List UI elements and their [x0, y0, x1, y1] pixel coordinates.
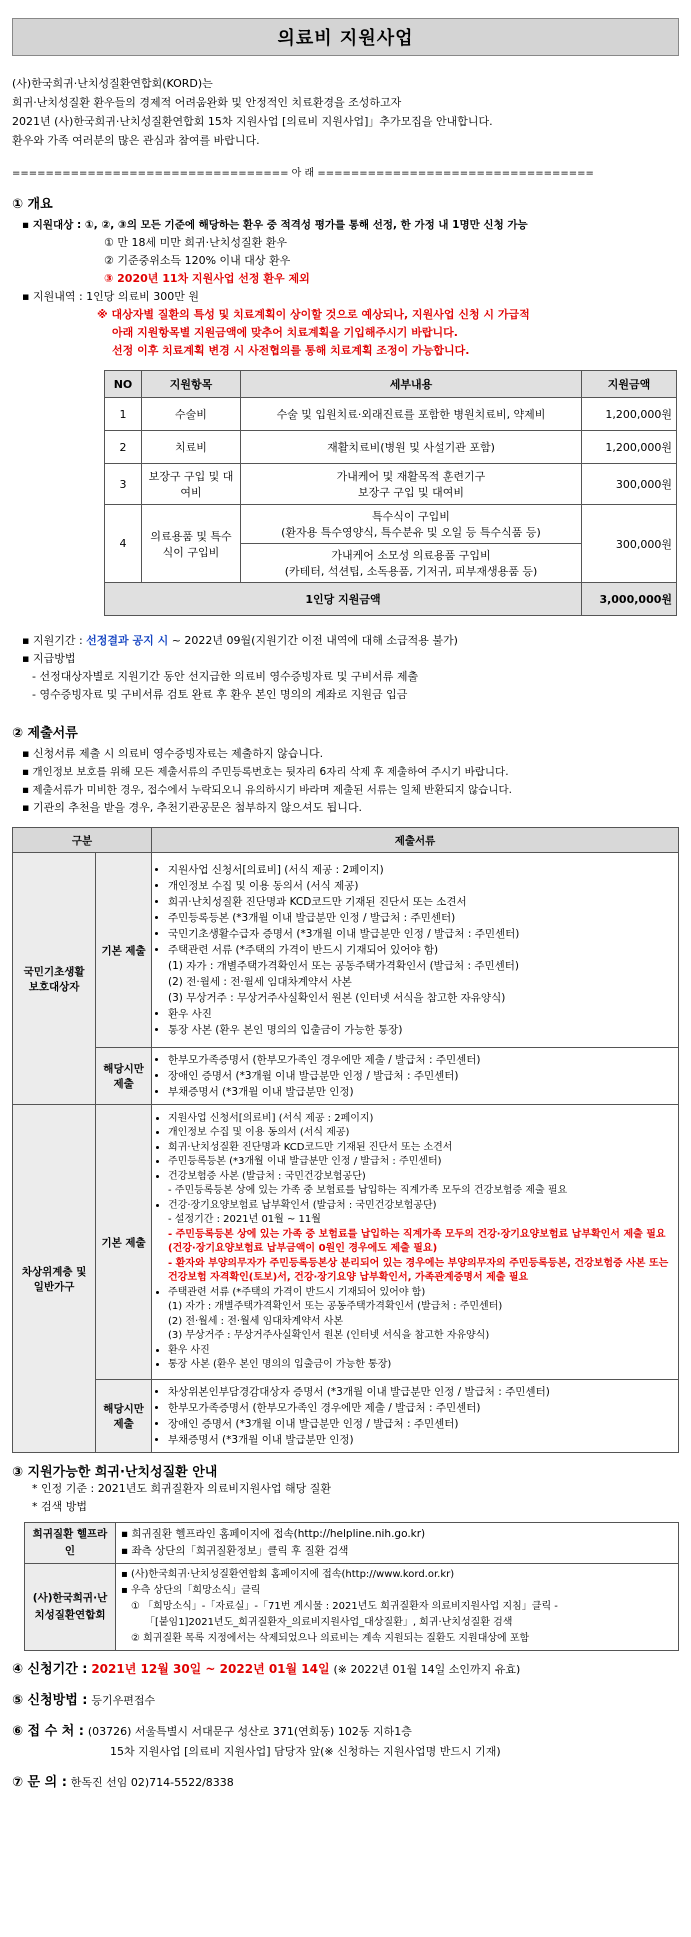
- cell: 1,200,000원: [582, 431, 677, 464]
- method-line: ▪ 지급방법: [22, 652, 76, 665]
- doc-item: • 개인정보 수집 및 이용 동의서 (서식 제공): [168, 1126, 674, 1141]
- search-table: [24, 1522, 679, 1651]
- col-category: 구분: [13, 828, 152, 853]
- docs-cell: [152, 853, 679, 1048]
- apply-period-note: (※ 2022년 01월 14일 소인까지 유효): [333, 1663, 521, 1676]
- document: [12, 0, 679, 1793]
- col-no: NO: [105, 371, 142, 398]
- intro: [12, 74, 679, 150]
- reception: [12, 1721, 679, 1742]
- detail-line: (환자용 특수영양식, 특수분유 및 오일 등 특수식품 등): [281, 526, 541, 539]
- docs-cell: [152, 1048, 679, 1105]
- doc-item: • 국민기초생활수급자 증명서 (*3개월 이내 발급분만 인정 / 발급처 : 주민센터): [168, 926, 674, 942]
- criterion-2: ② 기준중위소득 120% 이내 대상 환우: [104, 254, 291, 267]
- doc-item: (1) 자가 : 개별주택가격확인서 또는 공동주택가격확인서 (발급처 : 주민센터): [168, 1301, 503, 1312]
- doc-item: • 한부모가족증명서 (한부모가족인 경우에만 제출 / 발급처 : 주민센터): [168, 1400, 674, 1416]
- detail-line: 특수식이 구입비: [372, 510, 450, 523]
- period-label: ▪ 지원기간 :: [22, 634, 87, 647]
- doc-item: • 차상위본인부담경감대상자 증명서 (*3개월 이내 발급분만 인정 / 발급처 : 주민센터): [168, 1384, 674, 1400]
- group-label: 차상위계층 및 일반가구: [13, 1105, 96, 1453]
- search-step: 「[붙임1]2021년도_희귀질환자_의료비지원사업_대상질환」, 희귀·난치성질환 검색: [145, 1617, 513, 1628]
- doc-item: • 건강·장기요양보험료 납부확인서 (발급처 : 국민건강보험공단): [168, 1199, 674, 1214]
- row-content: [116, 1564, 679, 1651]
- detail-line: 가내케어 및 재활목적 훈련기구: [336, 470, 486, 483]
- cell: 300,000원: [582, 505, 677, 583]
- doc-item: • 건강보험증 사본 (발급처 : 국민건강보험공단): [168, 1170, 674, 1185]
- detail-line: 가내케어 소모성 의료용품 구입비: [331, 549, 491, 562]
- period-start: 선정결과 공지 시: [86, 634, 169, 647]
- doc-note: ▪ 제출서류가 미비한 경우, 접수에서 누락되오니 유의하시기 바라며 제출된 서류는 일체 반환되지 않습니다.: [22, 784, 512, 796]
- reception-label: ⑥ 접 수 처 :: [12, 1724, 84, 1739]
- cell: 의료용품 및 특수식이 구입비: [142, 505, 241, 583]
- doc-item: - 설정기간 : 2021년 01월 ~ 11월: [168, 1214, 321, 1225]
- doc-item: • 환우 사진: [168, 1344, 674, 1359]
- section-documents-heading: ② 제출서류: [12, 726, 78, 741]
- table-row: [13, 1048, 679, 1105]
- divider: ================================= 아 래 =================================: [12, 168, 594, 179]
- doc-item: • 희귀·난치성질환 진단명과 KCD코드만 기재된 진단서 또는 소견서: [168, 894, 674, 910]
- contact-value: 한독진 선임 02)714-5522/8338: [70, 1776, 234, 1789]
- criterion-3: ③ 2020년 11차 지원사업 선정 환우 제외: [104, 272, 310, 285]
- col-amount: 지원금액: [582, 371, 677, 398]
- note-line: ※ 대상자별 질환의 특성 및 치료계획이 상이할 것으로 예상되나, 지원사업 신청 시 가급적: [97, 308, 530, 321]
- doc-item: • 환우 사진: [168, 1006, 674, 1022]
- cell: 300,000원: [582, 464, 677, 505]
- support-table: [104, 370, 677, 616]
- content-line: ▪ 지원내역 : 1인당 의료비 300만 원: [22, 290, 200, 303]
- doc-item: • 지원사업 신청서[의료비] (서식 제공 : 2페이지): [168, 862, 674, 878]
- extra-label: 해당시만 제출: [96, 1380, 152, 1453]
- table-row: [105, 431, 677, 464]
- doc-note: ▪ 신청서류 제출 시 의료비 영수증빙자료는 제출하지 않습니다.: [22, 747, 324, 760]
- cell: [241, 505, 582, 544]
- doc-item: • 부채증명서 (*3개월 이내 발급분만 인정): [168, 1432, 674, 1448]
- total-amount: 3,000,000원: [582, 583, 677, 616]
- apply-period: [12, 1659, 679, 1680]
- apply-period-value: 2021년 12월 30일 ~ 2022년 01월 14일: [91, 1662, 330, 1676]
- search-step: ① 「희망소식」-「자료실」-「71번 게시물 : 2021년도 희귀질환자 의료비지원사업 지침」클릭 -: [131, 1601, 558, 1612]
- row-content: [116, 1523, 679, 1564]
- criterion-1: ① 만 18세 미만 희귀·난치성질환 환우: [104, 236, 287, 249]
- apply-period-label: ④ 신청기간 :: [12, 1662, 88, 1677]
- intro-line: 희귀·난치성질환 환우들의 경제적 어려움완화 및 안정적인 치료환경을 조성하고자: [12, 96, 402, 109]
- row-label: 희귀질환 헬프라인: [25, 1523, 116, 1564]
- cell: [241, 464, 582, 505]
- cell: [241, 544, 582, 583]
- doc-item: • 주택관련 서류 (*주택의 가격이 반드시 기재되어 있어야 함): [168, 1286, 674, 1301]
- table-total-row: [105, 583, 677, 616]
- col-item: 지원항목: [142, 371, 241, 398]
- apply-method-value: 등기우편접수: [91, 1694, 156, 1707]
- doc-item: • 주택관련 서류 (*주택의 가격이 반드시 기재되어 있어야 함): [168, 942, 674, 958]
- doc-item: • 주민등록등본 (*3개월 이내 발급분만 인정 / 발급처 : 주민센터): [168, 1155, 674, 1170]
- apply-method-label: ⑤ 신청방법 :: [12, 1693, 88, 1708]
- col-documents: 제출서류: [152, 828, 679, 853]
- doc-item: (2) 전·월세 : 전·월세 임대차계약서 사본: [168, 976, 352, 988]
- table-row: [13, 853, 679, 1048]
- period-line: [12, 632, 679, 650]
- note-line: 선정 이후 치료계획 변경 시 사전협의를 통해 치료계획 조정이 가능합니다.: [112, 344, 470, 357]
- reception-address: (03726) 서울특별시 서대문구 성산로 371(연희동) 102동 지하1층: [87, 1725, 412, 1738]
- table-row: [13, 1380, 679, 1453]
- note-line: 아래 지원항목별 지원금액에 맞추어 치료계획을 기입해주시기 바랍니다.: [112, 326, 458, 339]
- page-title: 의료비 지원사업: [12, 18, 679, 56]
- period-end: ~ 2022년 09월(지원기간 이전 내역에 대해 소급적용 불가): [168, 634, 458, 647]
- intro-line: 2021년 (사)한국희귀·난치성질환연합회 15차 지원사업 [의료비 지원사업]」추가모집을 안내합니다.: [12, 115, 493, 128]
- doc-item: • 통장 사본 (환우 본인 명의의 입출금이 가능한 통장): [168, 1358, 674, 1373]
- table-row: [25, 1564, 679, 1651]
- doc-item: (1) 자가 : 개별주택가격확인서 또는 공동주택가격확인서 (발급처 : 주민센터): [168, 960, 519, 972]
- search-step: ▪ 좌측 상단의「희귀질환정보」클릭 후 질환 검색: [121, 1545, 349, 1557]
- cell: 수술 및 입원치료·외래진료를 포함한 병원치료비, 약제비: [241, 398, 582, 431]
- search-step: ▪ (사)한국희귀·난치성질환연합회 홈페이지에 접속(http://www.kord.or.kr): [121, 1569, 455, 1580]
- method-item: - 영수증빙자료 및 구비서류 검토 완료 후 환우 본인 명의의 계좌로 지원금 입금: [32, 688, 408, 701]
- table-row: [25, 1523, 679, 1564]
- search-step: ▪ 희귀질환 헬프라인 홈페이지에 접속(http://helpline.nih.go.kr): [121, 1528, 426, 1540]
- reception-note: 15차 지원사업 [의료비 지원사업] 담당자 앞(※ 신청하는 지원사업명 반드시 기재): [110, 1745, 501, 1758]
- cell: 재활치료비(병원 및 사설기관 포함): [241, 431, 582, 464]
- doc-item: • 장애인 증명서 (*3개월 이내 발급분만 인정 / 발급처 : 주민센터): [168, 1068, 674, 1084]
- cell: 4: [105, 505, 142, 583]
- docs-cell: [152, 1105, 679, 1380]
- detail-line: 보장구 구입 및 대여비: [357, 486, 465, 499]
- doc-item: (3) 무상거주 : 무상거주사실확인서 원본 (인터넷 서식을 참고한 자유양식): [168, 992, 506, 1004]
- doc-item: • 지원사업 신청서[의료비] (서식 제공 : 2페이지): [168, 1112, 674, 1127]
- cell: 3: [105, 464, 142, 505]
- basic-label: 기본 제출: [96, 853, 152, 1048]
- table-row: [105, 398, 677, 431]
- documents-table: [12, 827, 679, 1453]
- cell: 1,200,000원: [582, 398, 677, 431]
- search-step: ② 희귀질환 목록 지정에서는 삭제되었으나 의료비는 계속 지원되는 질환도 지원대상에 포함: [131, 1633, 530, 1644]
- group-label: 국민기초생활 보호대상자: [13, 853, 96, 1105]
- cell: 1: [105, 398, 142, 431]
- table-row: [105, 505, 677, 544]
- criteria-line: * 인정 기준 : 2021년도 희귀질환자 의료비지원사업 해당 질환: [32, 1482, 331, 1495]
- doc-item: • 장애인 증명서 (*3개월 이내 발급분만 인정 / 발급처 : 주민센터): [168, 1416, 674, 1432]
- doc-item: • 한부모가족증명서 (한부모가족인 경우에만 제출 / 발급처 : 주민센터): [168, 1052, 674, 1068]
- method-item: - 선정대상자별로 지원기간 동안 선지급한 의료비 영수증빙자료 및 구비서류 제출: [32, 670, 419, 683]
- contact: [12, 1772, 679, 1793]
- apply-method: [12, 1690, 679, 1711]
- total-label: 1인당 지원금액: [105, 583, 582, 616]
- target-line: ▪ 지원대상 : ①, ②, ③의 모든 기준에 해당하는 환우 중 적격성 평가를 통해 선정, 한 가정 내 1명만 신청 가능: [22, 219, 528, 231]
- cell: 보장구 구입 및 대여비: [142, 464, 241, 505]
- doc-item: (3) 무상거주 : 무상거주사실확인서 원본 (인터넷 서식을 참고한 자유양식): [168, 1330, 490, 1341]
- cell: 2: [105, 431, 142, 464]
- doc-note: ▪ 개인정보 보호를 위해 모든 제출서류의 주민등록번호는 뒷자리 6자리 삭제 후 제출하여 주시기 바랍니다.: [22, 766, 509, 778]
- intro-line: (사)한국희귀·난치성질환연합회(KORD)는: [12, 77, 213, 90]
- doc-item: - 환자와 부양의무자가 주민등록등본상 분리되어 있는 경우에는 부양의무자의 주민등록등본, 건강보험증 사본 또는 건강보험 자격확인(토보)서, 건강·장기요양 납부확인서, 가족관계증명서 제출 필요: [168, 1257, 669, 1283]
- doc-note: ▪ 기관의 추천을 받을 경우, 추천기관공문은 첨부하지 않으셔도 됩니다.: [22, 801, 362, 814]
- cell: 수술비: [142, 398, 241, 431]
- doc-item: (2) 전·월세 : 전·월세 임대차계약서 사본: [168, 1315, 344, 1327]
- intro-line: 환우와 가족 여러분의 많은 관심과 참여를 바랍니다.: [12, 134, 260, 147]
- extra-label: 해당시만 제출: [96, 1048, 152, 1105]
- doc-item: • 주민등록등본 (*3개월 이내 발급분만 인정 / 발급처 : 주민센터): [168, 910, 674, 926]
- search-step: ▪ 우측 상단의「희망소식」클릭: [121, 1585, 261, 1596]
- search-line: * 검색 방법: [32, 1500, 87, 1513]
- row-label: (사)한국희귀·난치성질환연합회: [25, 1564, 116, 1651]
- table-row: [13, 1105, 679, 1380]
- doc-item: - 주민등록등본 상에 있는 가족 중 보험료를 납입하는 직계가족 모두의 건강보험증 제출 필요: [168, 1185, 568, 1196]
- docs-cell: [152, 1380, 679, 1453]
- contact-label: ⑦ 문 의 :: [12, 1775, 67, 1790]
- section-disease-heading: ③ 지원가능한 희귀·난치성질환 안내: [12, 1465, 218, 1480]
- detail-line: (카테터, 석션팁, 소독용품, 기저귀, 피부재생용품 등): [284, 565, 538, 578]
- doc-item: - 주민등록등본 상에 있는 가족 중 보험료를 납입하는 직계가족 모두의 건강·장기요양보험료 납부확인서 제출 필요 (건강·장기요양보험료 납부금액이 0원인 경우에도 제출 필요): [168, 1228, 666, 1254]
- col-detail: 세부내용: [241, 371, 582, 398]
- doc-item: • 희귀·난치성질환 진단명과 KCD코드만 기재된 진단서 또는 소견서: [168, 1141, 674, 1156]
- cell: 치료비: [142, 431, 241, 464]
- table-row: [105, 464, 677, 505]
- section-overview-heading: ① 개요: [12, 197, 53, 212]
- doc-item: • 개인정보 수집 및 이용 동의서 (서식 제공): [168, 878, 674, 894]
- basic-label: 기본 제출: [96, 1105, 152, 1380]
- doc-item: • 부채증명서 (*3개월 이내 발급분만 인정): [168, 1084, 674, 1100]
- doc-item: • 통장 사본 (환우 본인 명의의 입출금이 가능한 통장): [168, 1022, 674, 1038]
